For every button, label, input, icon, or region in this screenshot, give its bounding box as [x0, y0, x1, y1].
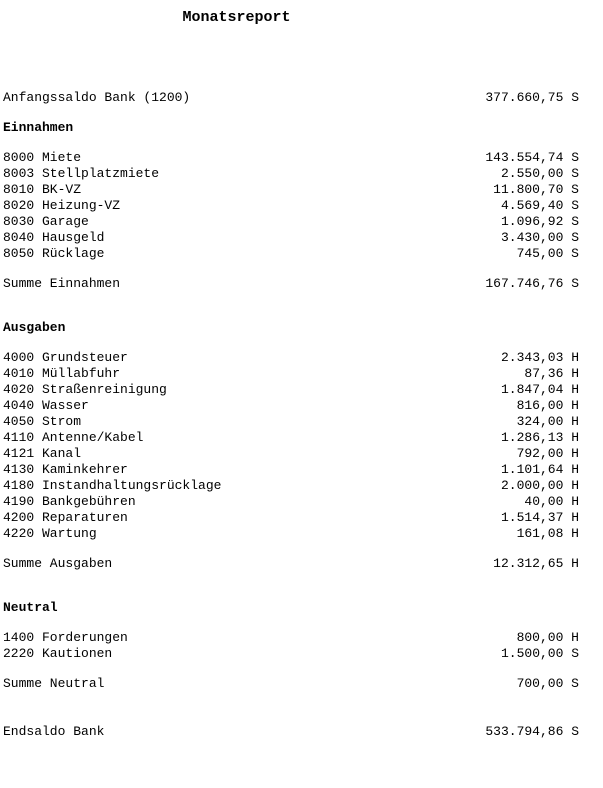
- neutral-row-amount: 800,00 H: [516, 630, 579, 645]
- neutral-row: [3, 630, 579, 646]
- income-row: [3, 166, 579, 182]
- expense-row-label: 4050 Strom: [3, 414, 82, 429]
- expense-row: [3, 398, 579, 414]
- income-row-label: 8040 Hausgeld: [3, 230, 105, 245]
- expense-row-amount: 1.286,13 H: [500, 430, 579, 445]
- closing-balance-label: Endsaldo Bank: [3, 724, 105, 739]
- expense-row-amount: 816,00 H: [516, 398, 579, 413]
- closing-balance-row: [3, 724, 579, 740]
- income-row-label: 8000 Miete: [3, 150, 82, 165]
- expenses-sum-amount: 12.312,65 H: [493, 556, 579, 571]
- expense-row-label: 4130 Kaminkehrer: [3, 462, 128, 477]
- income-row-amount: 11.800,70 S: [493, 182, 579, 197]
- income-row-label: 8050 Rücklage: [3, 246, 105, 261]
- expense-row-amount: 87,36 H: [524, 366, 579, 381]
- opening-balance-amount: 377.660,75 S: [485, 90, 579, 105]
- neutral-row: [3, 646, 579, 662]
- income-sum-row: [3, 276, 579, 292]
- closing-balance-amount: 533.794,86 S: [485, 724, 579, 739]
- income-row: [3, 230, 579, 246]
- expense-row: [3, 446, 579, 462]
- expense-row-amount: 40,00 H: [524, 494, 579, 509]
- neutral-sum-label: Summe Neutral: [3, 676, 105, 691]
- expense-row: [3, 350, 579, 366]
- expense-row: [3, 366, 579, 382]
- neutral-sum-amount: 700,00 S: [516, 676, 579, 691]
- expense-row-label: 4110 Antenne/Kabel: [3, 430, 144, 445]
- expense-row: [3, 430, 579, 446]
- income-row-amount: 4.569,40 S: [500, 198, 579, 213]
- expense-row: [3, 526, 579, 542]
- income-row-amount: 1.096,92 S: [500, 214, 579, 229]
- income-row: [3, 198, 579, 214]
- income-row: [3, 182, 579, 198]
- expense-row: [3, 494, 579, 510]
- income-sum-label: Summe Einnahmen: [3, 276, 121, 291]
- expenses-sum-label: Summe Ausgaben: [3, 556, 113, 571]
- expense-row-label: 4040 Wasser: [3, 398, 89, 413]
- income-row-label: 8020 Heizung-VZ: [3, 198, 121, 213]
- neutral-row-amount: 1.500,00 S: [500, 646, 579, 661]
- income-row-label: 8003 Stellplatzmiete: [3, 166, 160, 181]
- expense-row-amount: 2.000,00 H: [500, 478, 579, 493]
- income-row-amount: 745,00 S: [516, 246, 579, 261]
- neutral-heading: Neutral: [3, 600, 58, 615]
- opening-balance-row: [3, 90, 579, 106]
- expense-row-amount: 792,00 H: [516, 446, 579, 461]
- income-row: [3, 150, 579, 166]
- expense-row-amount: 1.847,04 H: [500, 382, 579, 397]
- expense-row: [3, 478, 579, 494]
- expense-row-amount: 2.343,03 H: [500, 350, 579, 365]
- expense-row-amount: 1.514,37 H: [500, 510, 579, 525]
- expense-row-label: 4010 Müllabfuhr: [3, 366, 121, 381]
- income-sum-amount: 167.746,76 S: [485, 276, 579, 291]
- expense-row-label: 4190 Bankgebühren: [3, 494, 136, 509]
- expenses-sum-row: [3, 556, 579, 572]
- expense-row: [3, 510, 579, 526]
- neutral-row-label: 2220 Kautionen: [3, 646, 113, 661]
- expense-row: [3, 462, 579, 478]
- income-heading: Einnahmen: [3, 120, 74, 135]
- opening-balance-label: Anfangssaldo Bank (1200): [3, 90, 191, 105]
- expense-row-label: 4020 Straßenreinigung: [3, 382, 167, 397]
- income-row-label: 8010 BK-VZ: [3, 182, 82, 197]
- expense-row-label: 4220 Wartung: [3, 526, 97, 541]
- expenses-heading: Ausgaben: [3, 320, 66, 335]
- report-title: Monatsreport: [182, 9, 291, 26]
- neutral-row-label: 1400 Forderungen: [3, 630, 128, 645]
- expense-row-label: 4180 Instandhaltungsrücklage: [3, 478, 222, 493]
- income-row: [3, 214, 579, 230]
- income-row-label: 8030 Garage: [3, 214, 89, 229]
- expense-row-amount: 161,08 H: [516, 526, 579, 541]
- expense-row-label: 4121 Kanal: [3, 446, 82, 461]
- income-row-amount: 3.430,00 S: [500, 230, 579, 245]
- expense-row: [3, 414, 579, 430]
- income-row-amount: 2.550,00 S: [500, 166, 579, 181]
- income-row-amount: 143.554,74 S: [485, 150, 579, 165]
- income-row: [3, 246, 579, 262]
- expense-row-amount: 1.101,64 H: [500, 462, 579, 477]
- expense-row-label: 4000 Grundsteuer: [3, 350, 128, 365]
- expense-row: [3, 382, 579, 398]
- expense-row-label: 4200 Reparaturen: [3, 510, 128, 525]
- expense-row-amount: 324,00 H: [516, 414, 579, 429]
- neutral-sum-row: [3, 676, 579, 692]
